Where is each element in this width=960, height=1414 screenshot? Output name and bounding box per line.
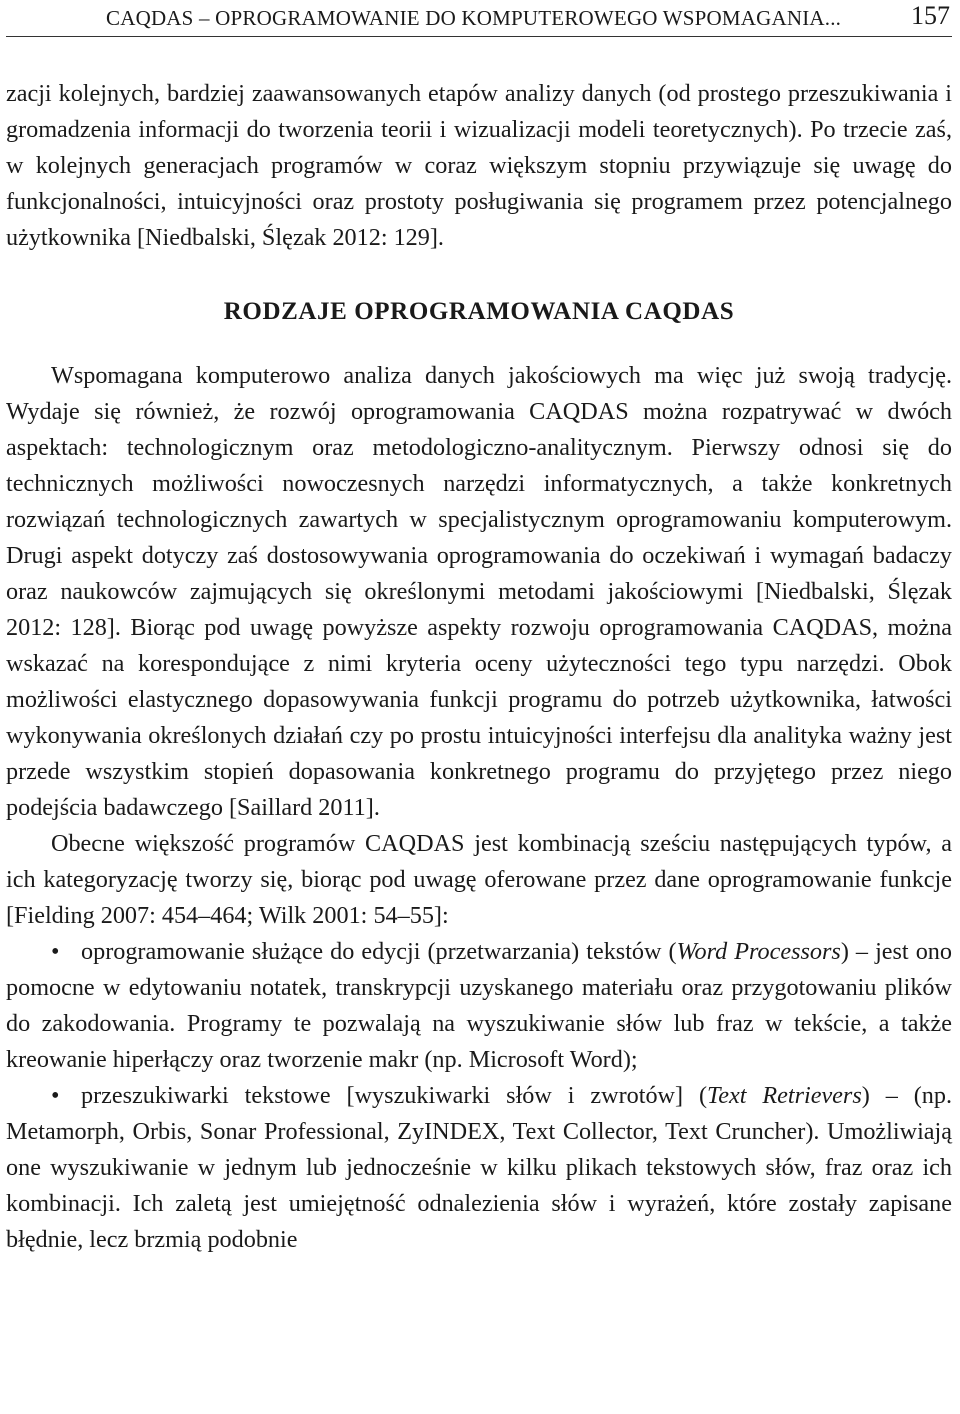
list-item-text: ) – jest ono pomocne w edytowaniu notatek, transkrypcji uzyskanego materiału oraz przygotowaniu plików do zakodowania. Programy te pozwalają na wyszukiwanie słów lub fraz w tekście, a także kreowanie hiperłączy oraz tworzenie makr (np. Microsoft Word);: [6, 938, 952, 1073]
running-header: [6, 2, 952, 37]
body-text: [6, 76, 952, 1258]
list-item-italic-term: Word Processors: [676, 938, 841, 965]
list-item-italic-term: Text Retrievers: [707, 1082, 862, 1109]
page-number: 157: [911, 1, 950, 30]
document-page: [6, 0, 952, 1414]
bullet-list: [6, 934, 952, 1258]
paragraph-continued: zacji kolejnych, bardziej zaawansowanych etapów analizy danych (od prostego przeszukiwania i gromadzenia informacji do tworzenia teorii i wizualizacji modeli teoretycznych). Po trzecie zaś, w kolejnych generacjach programów w coraz większym stopniu przywiązuje się uwagę do funkcjonalności, intuicyjności oraz prostoty posługiwania się programem przez potencjalnego użytkownika [Niedbalski, Ślęzak 2012: 129].: [6, 80, 952, 251]
list-item: [6, 1078, 952, 1258]
list-item-text: przeszukiwarki tekstowe [wyszukiwarki słów i zwrotów] (: [81, 1082, 708, 1109]
list-item-text: ) – (np. Metamorph, Orbis, Sonar Professional, ZyINDEX, Text Collector, Text Cruncher). Umożliwiają one wyszukiwanie w jednym lub jednocześnie w kilku plikach tekstowych słów, fraz oraz ich kombinacji. Ich zaletą jest umiejętność odnalezienia słów i wyrażeń, które zostały zapisane błędnie, lecz brzmią podobnie: [6, 1082, 952, 1253]
running-header-title: CAQDAS – OPROGRAMOWANIE DO KOMPUTEROWEGO WSPOMAGANIA...: [106, 6, 842, 30]
list-item: [6, 934, 952, 1078]
paragraph: Obecne większość programów CAQDAS jest kombinacją sześciu następujących typów, a ich kategoryzację tworzy się, biorąc pod uwagę oferowane przez dane oprogramowanie funkcje [Fielding 2007: 454–464; Wilk 2001: 54–55]:: [6, 830, 952, 929]
bullet-icon: •: [51, 938, 60, 965]
bullet-icon: •: [51, 1082, 60, 1109]
paragraph: Wspomagana komputerowo analiza danych jakościowych ma więc już swoją tradycję. Wydaje się również, że rozwój oprogramowania CAQDAS można rozpatrywać w dwóch aspektach: technologicznym oraz metodologiczno-analitycznym. Pierwszy odnosi się do technicznych możliwości nowoczesnych narzędzi informatycznych, a także konkretnych rozwiązań technologicznych zawartych w specjalistycznym oprogramowaniu komputerowym. Drugi aspekt dotyczy zaś dostosowywania oprogramowania do oczekiwań i wymagań badaczy oraz naukowców zajmujących się określonymi metodami jakościowymi [Niedbalski, Ślęzak 2012: 128]. Biorąc pod uwagę powyższe aspekty rozwoju oprogramowania CAQDAS, można wskazać na korespondujące z nimi kryteria oceny użyteczności tego typu narzędzi. Obok możliwości elastycznego dopasowywania funkcji programu do potrzeb użytkownika, łatwości wykonywania określonych działań czy po prostu intuicyjności interfejsu dla analityka ważny jest przede wszystkim stopień dopasowania konkretnego programu do przyjętego przez niego podejścia badawczego [Saillard 2011].: [6, 362, 952, 821]
section-heading: RODZAJE OPROGRAMOWANIA CAQDAS: [223, 298, 735, 325]
list-item-text: oprogramowanie służące do edycji (przetwarzania) tekstów (: [81, 938, 677, 965]
